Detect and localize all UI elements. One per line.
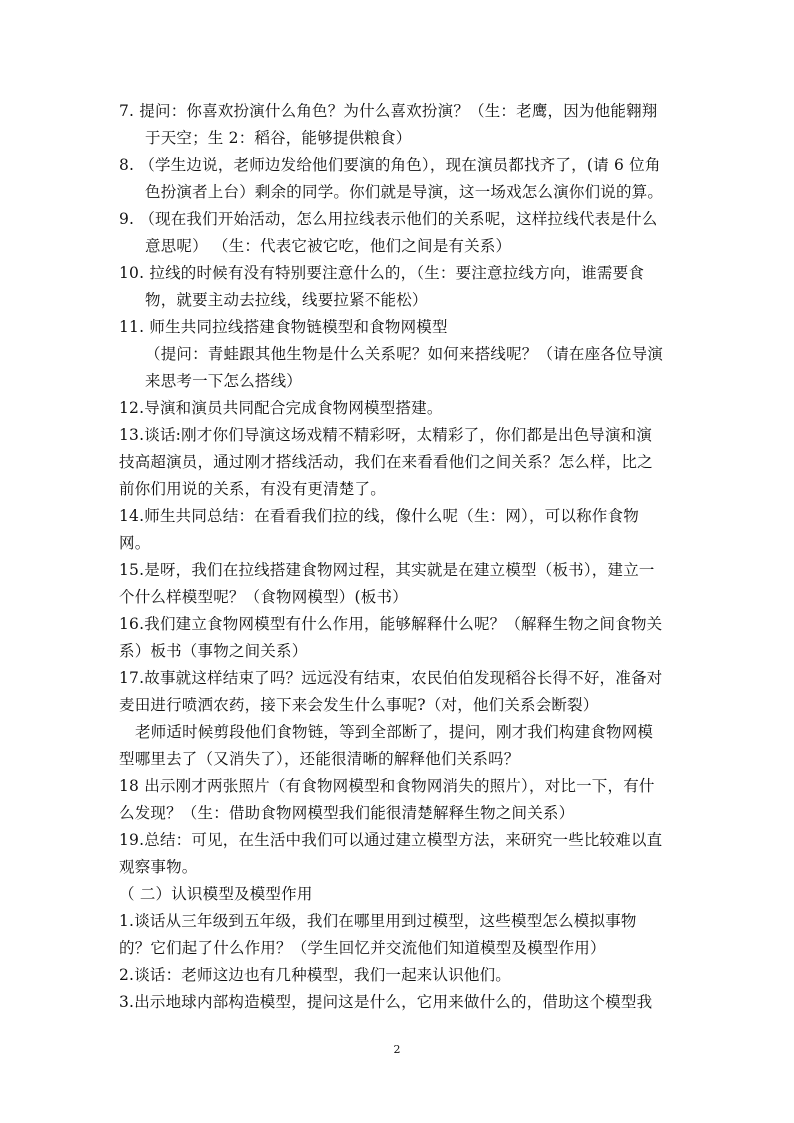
text-line: 14.师生共同总结：在看看我们拉的线，像什么呢（生：网），可以称作食物 (119, 507, 639, 525)
text-line: 的？它们起了什么作用？（学生回忆并交流他们知道模型及模型作用） (119, 939, 606, 957)
text-line: 12.导演和演员共同配合完成食物网模型搭建。 (119, 399, 443, 417)
text-line: （提问：青蛙跟其他生物是什么关系呢？如何来搭线呢？（请在座各位导演 (145, 345, 664, 363)
text-line: 2.谈话：老师这边也有几种模型，我们一起来认识他们。 (119, 966, 511, 984)
text-line: 8. （学生边说，老师边发给他们要演的角色），现在演员都找齐了，(请 6 位角 (119, 156, 661, 174)
text-line: 9. （现在我们开始活动，怎么用拉线表示他们的关系呢，这样拉线代表是什么 (119, 210, 658, 228)
text-line: 于天空；生 2：稻谷，能够提供粮食） (145, 129, 412, 147)
text-line: 15.是呀，我们在拉线搭建食物网过程，其实就是在建立模型（板书），建立一 (119, 561, 655, 579)
text-line: 13.谈话:刚才你们导演这场戏精不精彩呀，太精彩了，你们都是出色导演和演 (119, 426, 653, 444)
text-line: 意思呢） （生：代表它被它吃，他们之间是有关系） (145, 237, 512, 255)
text-line: 么发现？（生：借助食物网模型我们能很清楚解释生物之间关系） (119, 804, 575, 822)
text-line: 型哪里去了（又消失了），还能很清晰的解释他们关系吗？ (119, 750, 520, 768)
text-line: 16.我们建立食物网模型有什么作用，能够解释什么呢？（解释生物之间食物关 (119, 615, 663, 633)
text-line: 系）板书（事物之间关系） (119, 642, 308, 660)
text-line: 老师适时候剪段他们食物链，等到全部断了，提问，刚才我们构建食物网模 (135, 723, 654, 741)
text-line: 物，就要主动去拉线，线要拉紧不能松） (145, 291, 428, 309)
page-number: 2 (393, 1043, 401, 1056)
text-line: 前你们用说的关系，有没有更清楚了。 (119, 480, 386, 498)
text-line: 10. 拉线的时候有没有特别要注意什么的，（生：要注意拉线方向，谁需要食 (119, 264, 645, 282)
text-line: 3.出示地球内部构造模型，提问这是什么，它用来做什么的，借助这个模型我 (119, 993, 653, 1011)
text-line: 7. 提问：你喜欢扮演什么角色？为什么喜欢扮演？（生：老鹰，因为他能翱翔 (119, 102, 658, 120)
text-line: 1.谈话从三年级到五年级，我们在哪里用到过模型，这些模型怎么模拟事物 (119, 912, 637, 930)
text-line: 网。 (119, 534, 151, 552)
text-line: 19.总结：可见，在生活中我们可以通过建立模型方法，来研究一些比较难以直 (119, 831, 663, 849)
text-line: 11. 师生共同拉线搭建食物链模型和食物网模型 (119, 318, 448, 336)
text-line: 观察事物。 (119, 858, 198, 876)
text-line: 个什么样模型呢？（食物网模型）(板书） (119, 588, 408, 606)
text-line: 17.故事就这样结束了吗？远远没有结束，农民伯伯发现稻谷长得不好，准备对 (119, 669, 663, 687)
text-line: 来思考一下怎么搭线） (145, 372, 303, 390)
text-line: （ 二）认识模型及模型作用 (119, 885, 313, 903)
text-line: 技高超演员，通过刚才搭线活动，我们在来看看他们之间关系？怎么样，比之 (119, 453, 653, 471)
text-line: 麦田进行喷洒农药，接下来会发生什么事呢?（对，他们关系会断裂） (119, 696, 599, 714)
text-line: 色扮演者上台）剩余的同学。你们就是导演，这一场戏怎么演你们说的算。 (145, 183, 664, 201)
text-line: 18 出示刚才两张照片（有食物网模型和食物网消失的照片），对比一下，有什 (119, 777, 655, 795)
